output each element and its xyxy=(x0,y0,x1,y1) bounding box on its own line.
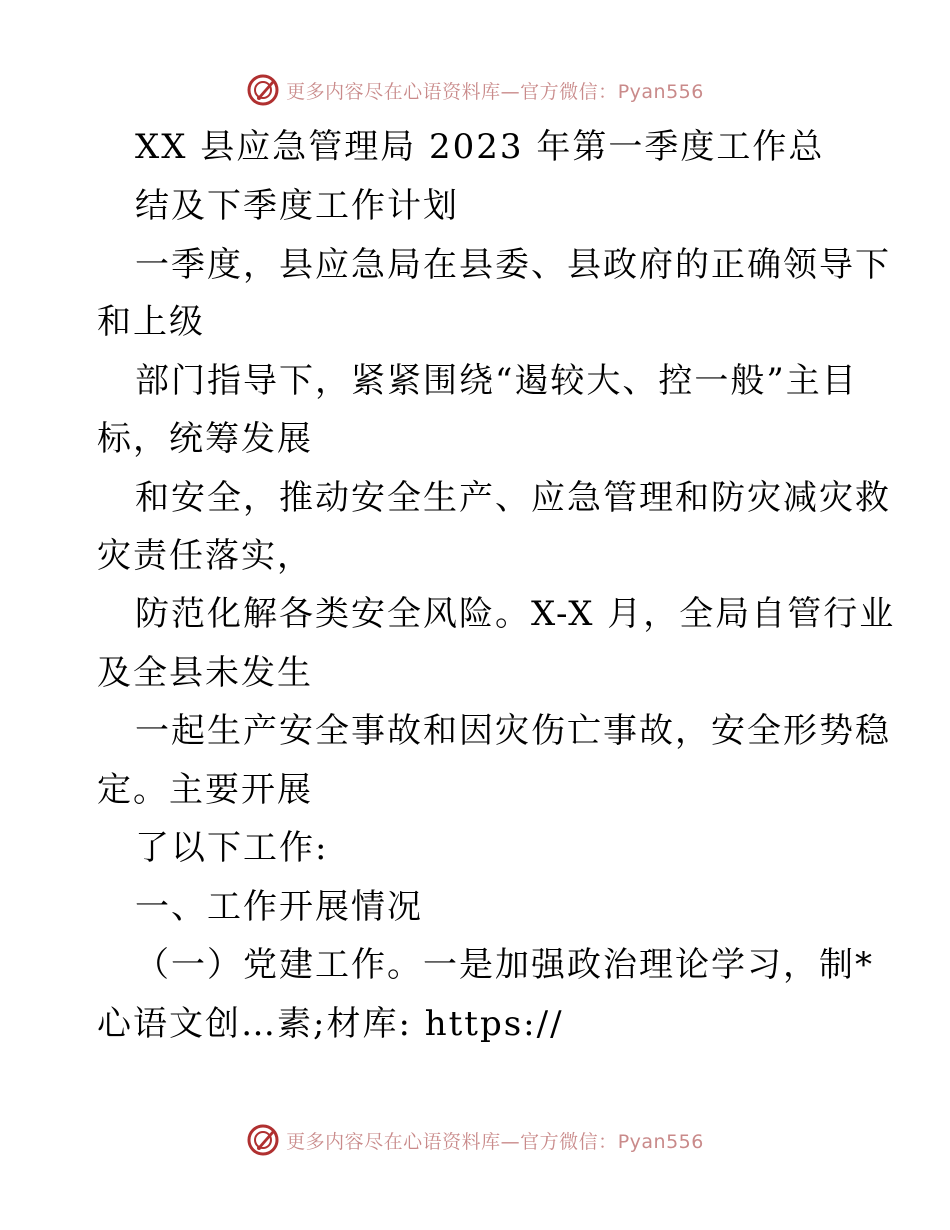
footer-watermark-wechat-id: Pyan556 xyxy=(617,1130,704,1153)
footer-watermark-separator: — xyxy=(500,1130,521,1153)
document-line-8: 灾责任落实， xyxy=(97,536,313,576)
header-watermark-text xyxy=(286,77,704,104)
footer-watermark-text xyxy=(286,1127,704,1154)
header-watermark-separator: — xyxy=(500,80,521,103)
document-line-6: 标，统筹发展 xyxy=(97,419,313,459)
document-line-15: （一）党建工作。一是加强政治理论学习，制* xyxy=(135,945,874,985)
document-line-12: 定。主要开展 xyxy=(97,770,313,810)
header-watermark-wechat-id: Pyan556 xyxy=(617,80,704,103)
document-line-13: 了以下工作: xyxy=(135,828,329,868)
header-watermark-official: 官方微信： xyxy=(520,80,618,103)
document-line-14: 一、工作开展情况 xyxy=(135,887,423,927)
document-line-5: 部门指导下，紧紧围绕“遏较大、控一般”主目 xyxy=(135,361,858,401)
document-line-7: 和安全，推动安全生产、应急管理和防灾减灾救 xyxy=(135,478,891,518)
header-watermark-banner xyxy=(0,70,950,110)
document-line-1: XX 县应急管理局 2023 年第一季度工作总 xyxy=(135,127,825,167)
footer-watermark-official: 官方微信： xyxy=(520,1130,618,1153)
document-line-11: 一起生产安全事故和因灾伤亡事故，安全形势稳 xyxy=(135,711,891,751)
header-watermark-main: 更多内容尽在心语资料库 xyxy=(286,80,501,103)
footer-watermark-banner xyxy=(0,1120,950,1160)
document-line-4: 和上级 xyxy=(97,302,205,342)
footer-watermark-main: 更多内容尽在心语资料库 xyxy=(286,1130,501,1153)
document-line-2: 结及下季度工作计划 xyxy=(135,186,459,226)
document-line-10: 及全县未发生 xyxy=(97,653,313,693)
pen-logo-icon xyxy=(246,73,280,107)
pen-logo-icon xyxy=(246,1123,280,1157)
document-line-16: 心语文创…素;材库: https:// xyxy=(97,1004,564,1044)
document-line-3: 一季度，县应急局在县委、县政府的正确领导下 xyxy=(135,245,891,285)
document-line-9: 防范化解各类安全风险。X-X 月，全局自管行业 xyxy=(135,594,896,634)
